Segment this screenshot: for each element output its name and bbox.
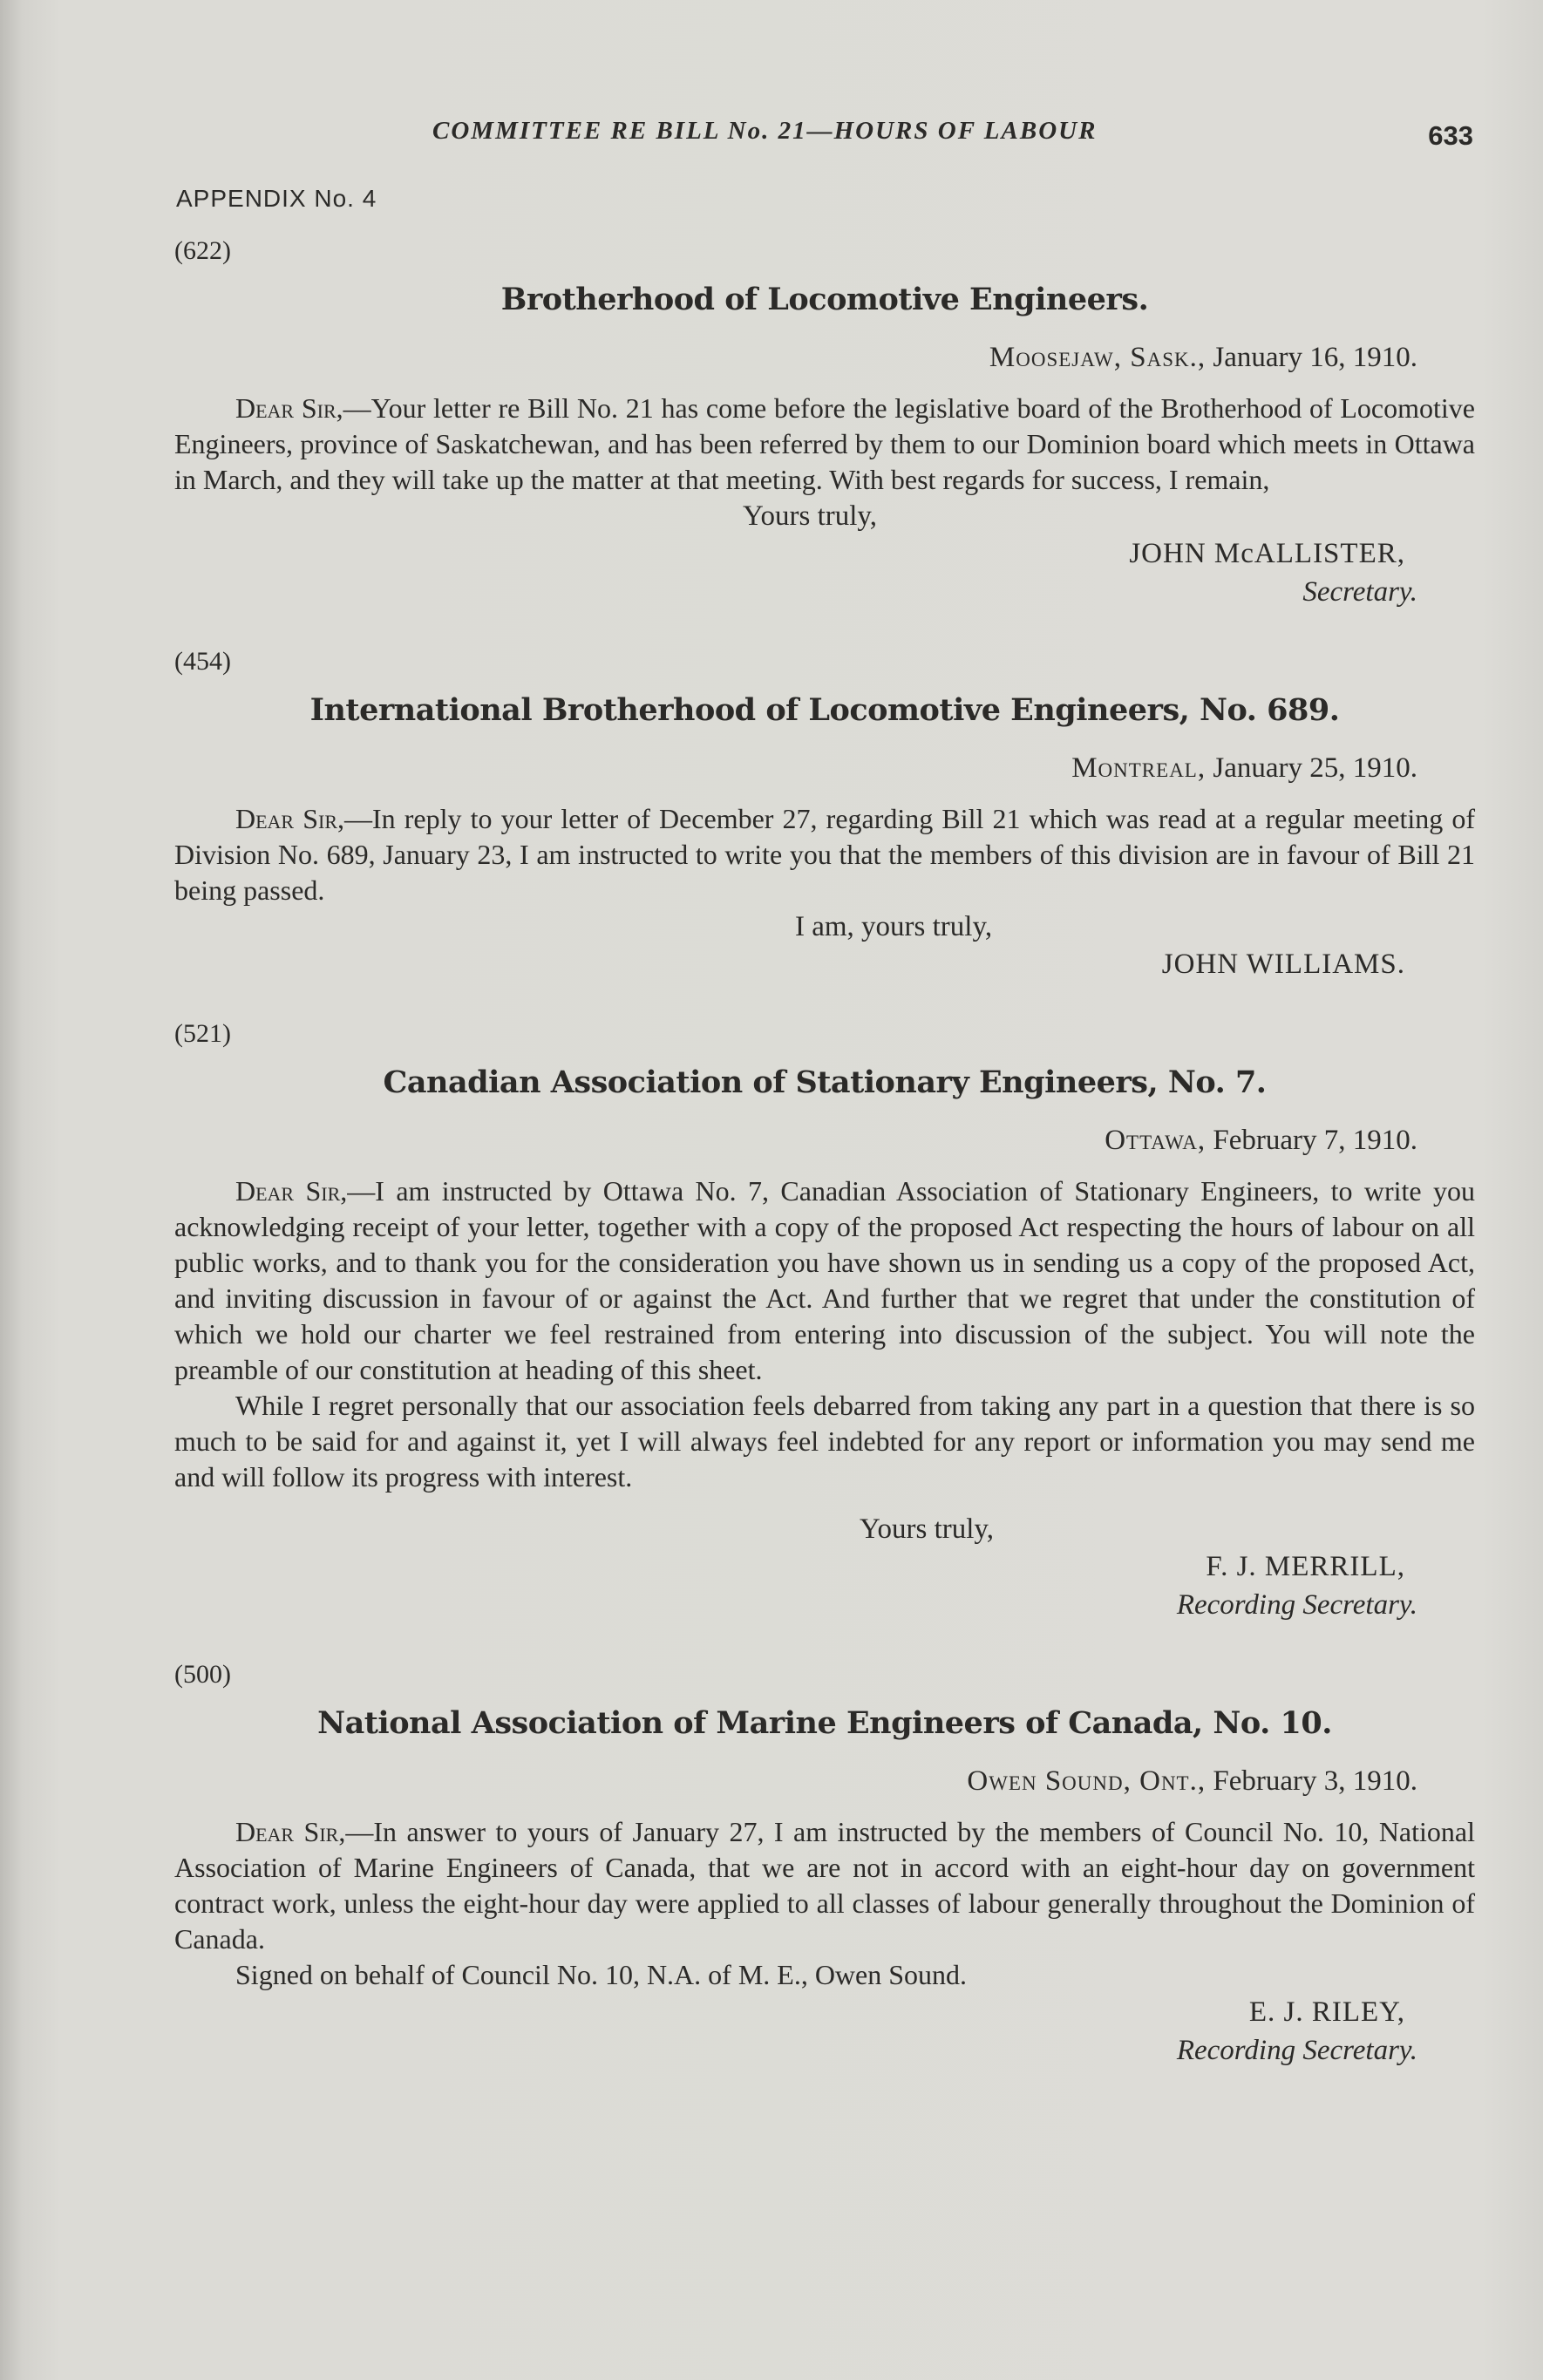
dateline bbox=[174, 751, 1475, 785]
letter-622 bbox=[174, 235, 1475, 611]
appendix-label: APPENDIX No. 4 bbox=[176, 185, 377, 212]
letter-paragraph bbox=[174, 801, 1475, 908]
date: January 16, 1910. bbox=[1213, 342, 1417, 373]
closing: Yours truly, bbox=[743, 500, 878, 532]
letter-number: (500) bbox=[174, 1660, 231, 1689]
signature: JOHN McALLISTER, bbox=[1129, 538, 1405, 569]
paragraph-text: —Your letter re Bill No. 21 has come before the legislative board of the Brotherhood of Locomotive Engineers, province of Saskatchewan, and has been referred by them to our Dominion board which meets in Ottawa in March, and they will take up the matter at that meeting. With best regards for success, I remain, bbox=[174, 392, 1476, 495]
letter-number: (622) bbox=[174, 236, 231, 265]
signature: JOHN WILLIAMS. bbox=[1161, 949, 1405, 980]
salutation: Dear Sir, bbox=[235, 1816, 346, 1847]
page-number: 633 bbox=[1428, 120, 1473, 151]
letter-521 bbox=[174, 1018, 1475, 1624]
running-head: COMMITTEE RE BILL No. 21—HOURS OF LABOUR bbox=[432, 117, 1098, 145]
dateline bbox=[174, 340, 1475, 375]
dateline bbox=[174, 1764, 1475, 1799]
letter-paragraph: While I regret personally that our association feels debarred from taking any part in a question that there is so much to be said for and against it, yet I will always feel indebted for any report or information you may send me and will follow its progress with interest. bbox=[174, 1390, 1475, 1493]
salutation: Dear Sir, bbox=[235, 803, 345, 834]
paragraph-text: —In reply to your letter of December 27, regarding Bill 21 which was read at a regular meeting of Division No. 689, January 23, I am instructed to write you that the members of this division are in favour of Bill 21 being passed. bbox=[174, 803, 1476, 906]
letter-paragraph: Signed on behalf of Council No. 10, N.A. of M. E., Owen Sound. bbox=[235, 1959, 968, 1990]
salutation: Dear Sir, bbox=[235, 392, 343, 424]
organization-heading: Canadian Association of Stationary Engineers, No. 7. bbox=[383, 1064, 1267, 1100]
place: Montreal, bbox=[1071, 752, 1207, 784]
letter-paragraph bbox=[174, 391, 1475, 498]
page-header bbox=[174, 117, 1473, 160]
organization-heading: Brotherhood of Locomotive Engineers. bbox=[500, 282, 1149, 317]
place: Ottawa, bbox=[1105, 1125, 1207, 1156]
closing: I am, yours truly, bbox=[795, 911, 993, 942]
letter-paragraph bbox=[174, 1173, 1475, 1388]
dateline bbox=[174, 1123, 1475, 1158]
letter-500 bbox=[174, 1659, 1475, 2070]
date: January 25, 1910. bbox=[1213, 752, 1417, 784]
signature-role: Recording Secretary. bbox=[1176, 1589, 1417, 1621]
letter-number: (521) bbox=[174, 1019, 231, 1048]
organization-heading: National Association of Marine Engineers of Canada, No. 10. bbox=[317, 1705, 1332, 1741]
paragraph-text: —I am instructed by Ottawa No. 7, Canadian Association of Stationary Engineers, to write you acknowledging receipt of your letter, together with a copy of the proposed Act respecting the hours of labour on all public works, and to thank you for the consideration you have shown us in sending us a copy of the proposed Act, and inviting discussion in favour of or against the Act. And further that we regret that under the constitution of which we hold our charter we feel restrained from entering into discussion of the subject. You will note the preamble of our constitution at heading of this sheet. bbox=[174, 1175, 1476, 1385]
letters-container bbox=[174, 235, 1475, 2105]
date: February 3, 1910. bbox=[1213, 1765, 1417, 1797]
signature: F. J. MERRILL, bbox=[1206, 1551, 1405, 1582]
paragraph-text: —In answer to yours of January 27, I am instructed by the members of Council No. 10, National Association of Marine Engineers of Canada, that we are not in accord with an eight-hour day on government contract work, unless the eight-hour day were applied to all classes of labour generally throughout the Dominion of Canada. bbox=[174, 1816, 1476, 1955]
closing: Yours truly, bbox=[860, 1513, 995, 1545]
date: February 7, 1910. bbox=[1213, 1125, 1417, 1156]
letter-paragraph bbox=[174, 1814, 1475, 1957]
organization-heading: International Brotherhood of Locomotive Engineers, No. 689. bbox=[309, 692, 1340, 728]
signature-role: Recording Secretary. bbox=[1176, 2035, 1417, 2066]
letter-number: (454) bbox=[174, 647, 231, 676]
place: Owen Sound, Ont., bbox=[967, 1765, 1207, 1797]
place: Moosejaw, Sask., bbox=[989, 342, 1207, 373]
signature-role: Secretary. bbox=[1302, 576, 1417, 608]
salutation: Dear Sir, bbox=[235, 1175, 348, 1207]
signature: E. J. RILEY, bbox=[1248, 1996, 1405, 2028]
letter-454 bbox=[174, 646, 1475, 983]
